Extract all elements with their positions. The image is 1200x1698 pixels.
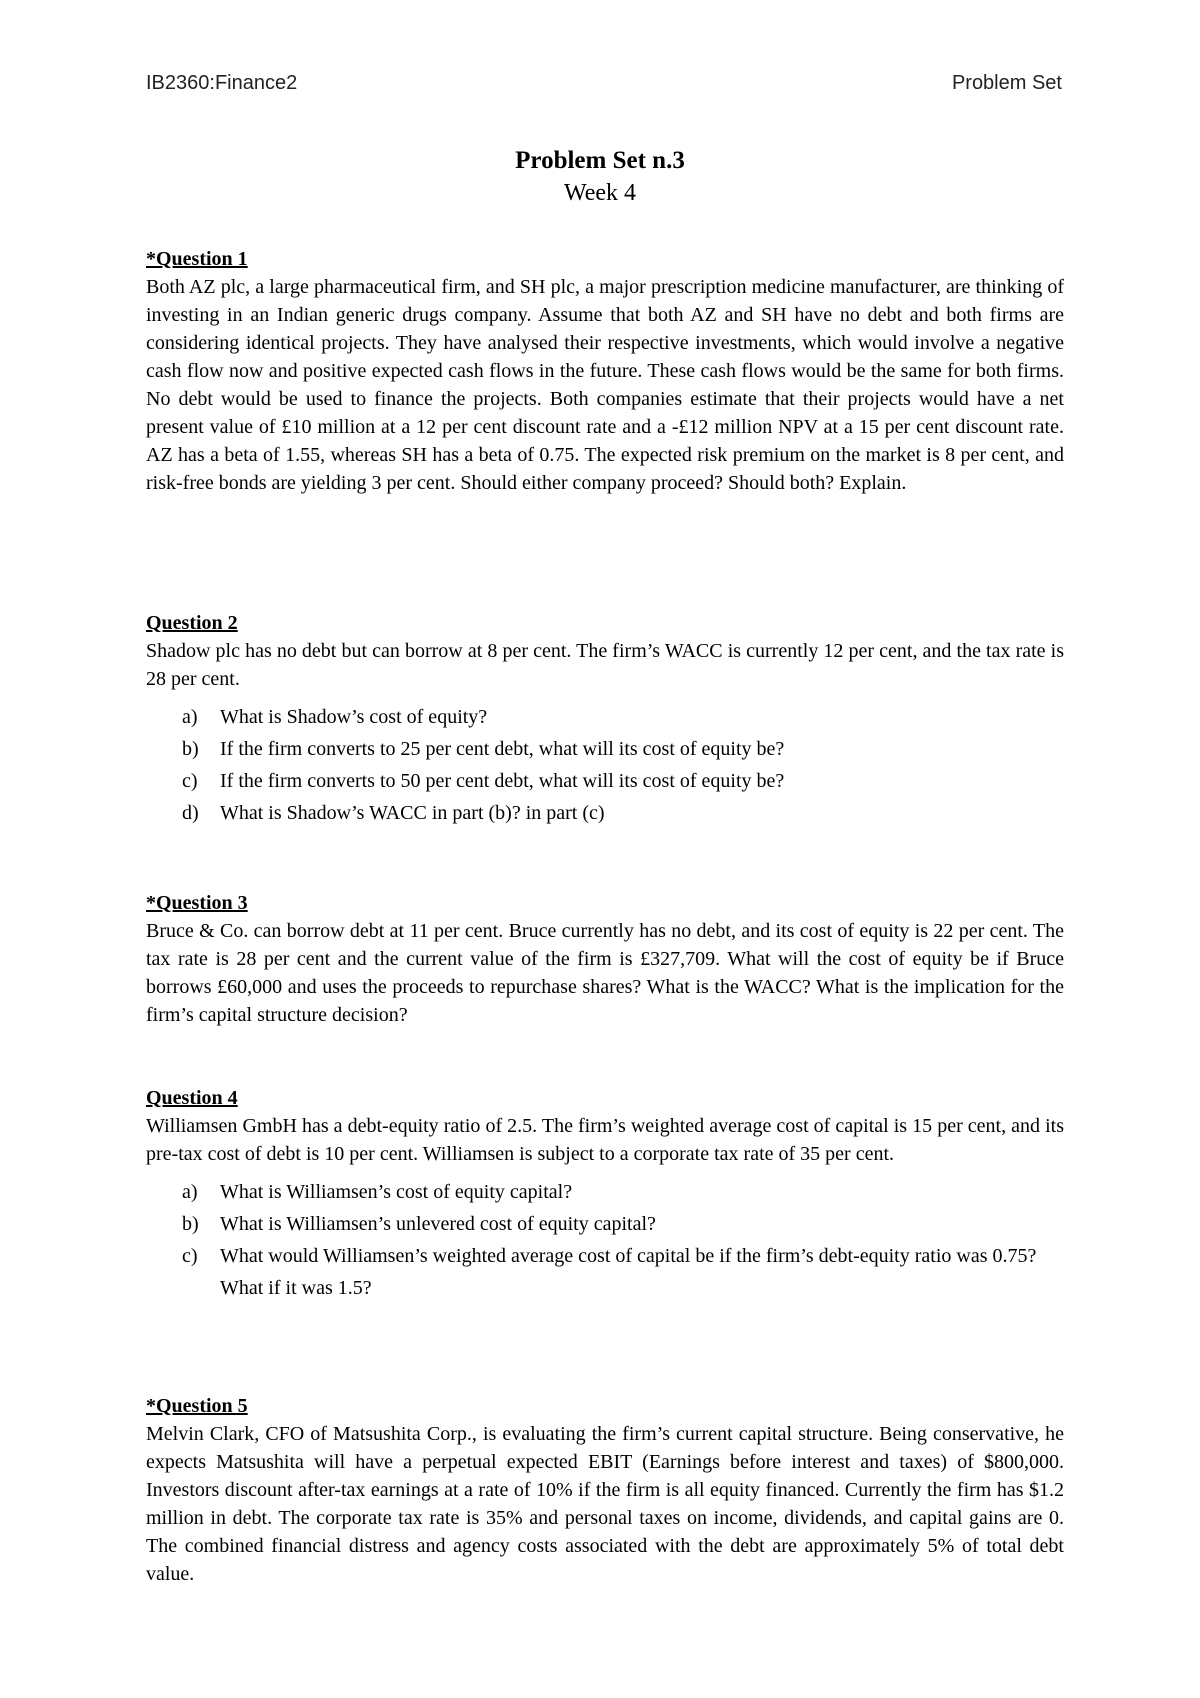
part-text: What is Shadow’s cost of equity? [220, 706, 488, 728]
part-label: c) [182, 1245, 198, 1267]
question-5-body: Melvin Clark, CFO of Matsushita Corp., is evaluating the firm’s current capital structure. Being conservative, he expects Matsushita will have a perpetual expected EBIT (Earnings before interest and taxes) of $800,000. Investors discount after-tax earnings at a rate of 10% if the firm is all equity financed. Currently the firm has $1.2 million in debt. The corporate tax rate is 35% and personal taxes on income, dividends, and capital gains are 0. The combined financial distress and agency costs associated with the debt are approximately 5% of total debt value. [146, 1423, 1064, 1585]
part-text: What is Shadow’s WACC in part (b)? in part (c) [220, 802, 605, 824]
question-4-part-a [146, 1176, 1064, 1208]
question-2 [146, 609, 1064, 829]
part-text: If the firm converts to 50 per cent debt, what will its cost of equity be? [220, 770, 785, 792]
question-4 [146, 1084, 1064, 1304]
part-label: b) [182, 1213, 199, 1235]
question-3 [146, 889, 1064, 1029]
question-3-heading: *Question 3 [146, 892, 248, 914]
page-subtitle: Week 4 [563, 180, 637, 206]
part-text: What would Williamsen’s weighted average cost of capital be if the firm’s debt-equity ratio was 0.75? What if it was 1.5? [220, 1245, 1037, 1299]
part-label: a) [182, 1181, 198, 1203]
question-2-part-d [146, 797, 1064, 829]
part-text: What is Williamsen’s cost of equity capital? [220, 1181, 573, 1203]
part-label: d) [182, 802, 199, 824]
question-2-part-b [146, 733, 1064, 765]
part-label: c) [182, 770, 198, 792]
title-block [0, 145, 1200, 209]
question-5-heading: *Question 5 [146, 1395, 248, 1417]
header-doc-type: Problem Set [951, 72, 1062, 94]
part-text: If the firm converts to 25 per cent debt, what will its cost of equity be? [220, 738, 785, 760]
part-label: a) [182, 706, 198, 728]
part-text: What is Williamsen’s unlevered cost of equity capital? [220, 1213, 656, 1235]
question-3-body: Bruce & Co. can borrow debt at 11 per cent. Bruce currently has no debt, and its cost of equity is 22 per cent. The tax rate is 28 per cent and the current value of the firm is £327,709. What will the cost of equity be if Bruce borrows £60,000 and uses the proceeds to repurchase shares? What is the WACC? What is the implication for the firm’s capital structure decision? [146, 920, 1064, 1026]
question-2-part-a [146, 701, 1064, 733]
question-4-part-b [146, 1208, 1064, 1240]
question-2-part-c [146, 765, 1064, 797]
question-2-body: Shadow plc has no debt but can borrow at 8 per cent. The firm’s WACC is currently 12 per cent, and the tax rate is 28 per cent. [146, 640, 1064, 690]
part-label: b) [182, 738, 199, 760]
question-4-part-c [146, 1240, 1064, 1304]
question-1-heading: *Question 1 [146, 248, 248, 270]
question-1-body: Both AZ plc, a large pharmaceutical firm, and SH plc, a major prescription medicine manufacturer, are thinking of investing in an Indian generic drugs company. Assume that both AZ and SH have no debt and both firms are considering identical projects. They have analysed their respective investments, which would involve a negative cash flow now and positive expected cash flows in the future. These cash flows would be the same for both firms. No debt would be used to finance the projects. Both companies estimate that their projects would have a net present value of £10 million at a 12 per cent discount rate and a -£12 million NPV at a 15 per cent discount rate. AZ has a beta of 1.55, whereas SH has a beta of 0.75. The expected risk premium on the market is 8 per cent, and risk-free bonds are yielding 3 per cent. Should either company proceed? Should both? Explain. [146, 276, 1064, 494]
page-title: Problem Set n.3 [515, 147, 685, 174]
question-5 [146, 1392, 1064, 1588]
question-1 [146, 245, 1064, 497]
question-2-parts [146, 701, 1064, 829]
question-4-parts [146, 1176, 1064, 1304]
header-course-code: IB2360:Finance2 [146, 72, 298, 94]
question-4-heading: Question 4 [146, 1087, 238, 1109]
question-2-heading: Question 2 [146, 612, 238, 634]
question-4-body: Williamsen GmbH has a debt-equity ratio of 2.5. The firm’s weighted average cost of capital is 15 per cent, and its pre-tax cost of debt is 10 per cent. Williamsen is subject to a corporate tax rate of 35 per cent. [146, 1115, 1064, 1165]
